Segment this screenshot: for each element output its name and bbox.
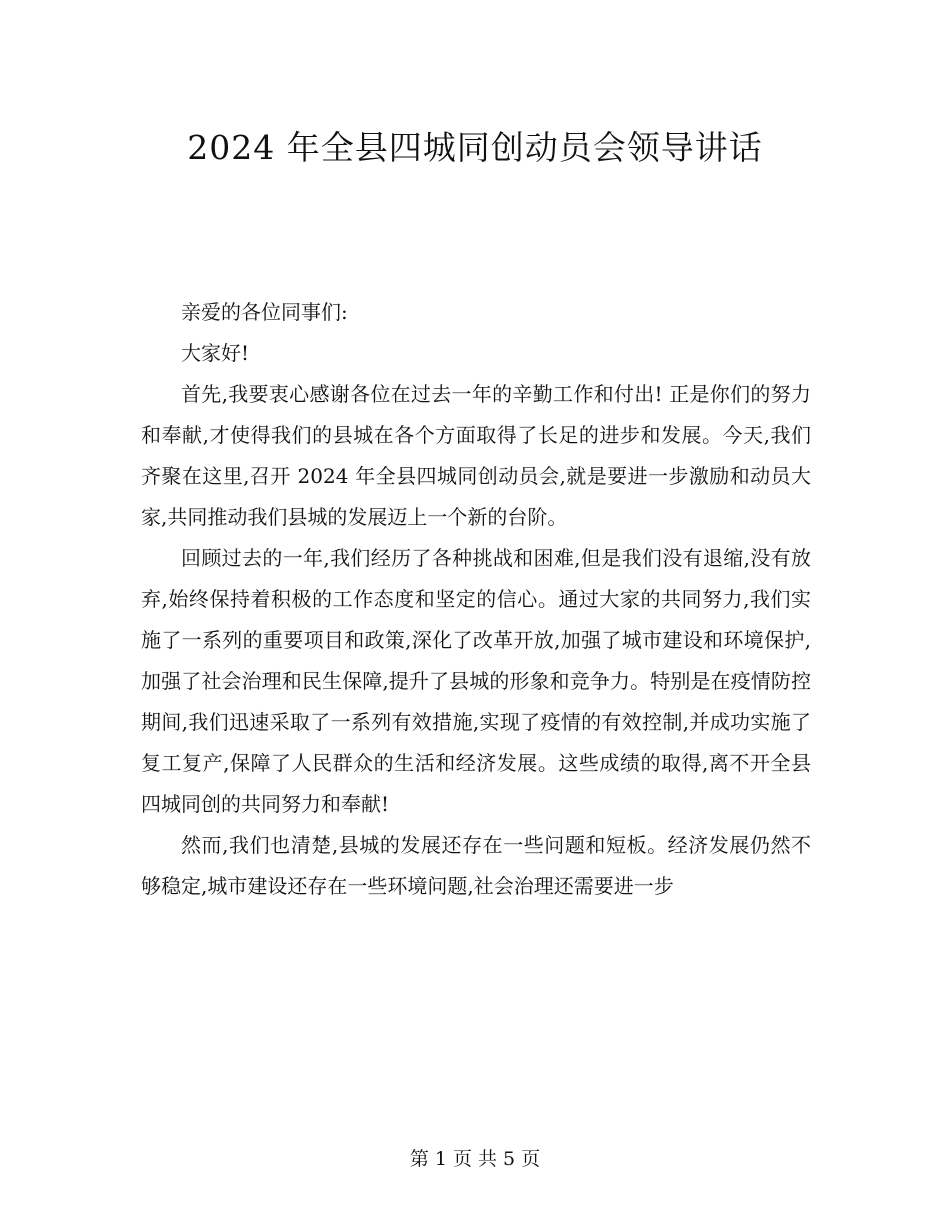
greeting: 大家好! — [181, 341, 250, 365]
body-paragraph: 首先,我要衷心感谢各位在过去一年的辛勤工作和付出! 正是你们的努力和奉献,才使得我们的县城在各个方面取得了长足的进步和发展。今天,我们齐聚在这里,召开 2024 年全县四城同创动员会,就是要进一步激励和动员大家,共同推动我们县城的发展迈上一个新的台阶。 — [141, 382, 811, 529]
document-body — [141, 292, 811, 907]
body-paragraph: 回顾过去的一年,我们经历了各种挑战和困难,但是我们没有退缩,没有放弃,始终保持着积极的工作态度和坚定的信心。通过大家的共同努力,我们实施了一系列的重要项目和政策,深化了改革开放,加强了城市建设和环境保护,加强了社会治理和民生保障,提升了县城的形象和竞争力。特别是在疫情防控期间,我们迅速采取了一系列有效措施,实现了疫情的有效控制,并成功实施了复工复产,保障了人民群众的生活和经济发展。这些成绩的取得,离不开全县四城同创的共同努力和奉献! — [141, 546, 811, 816]
page-footer: 第 1 页 共 5 页 — [409, 1148, 541, 1170]
document-title: 2024 年全县四城同创动员会领导讲话 — [187, 128, 763, 167]
salutation: 亲爱的各位同事们: — [181, 300, 348, 324]
body-paragraph: 然而,我们也清楚,县城的发展还存在一些问题和短板。经济发展仍然不够稳定,城市建设还存在一些环境问题,社会治理还需要进一步 — [141, 833, 811, 898]
